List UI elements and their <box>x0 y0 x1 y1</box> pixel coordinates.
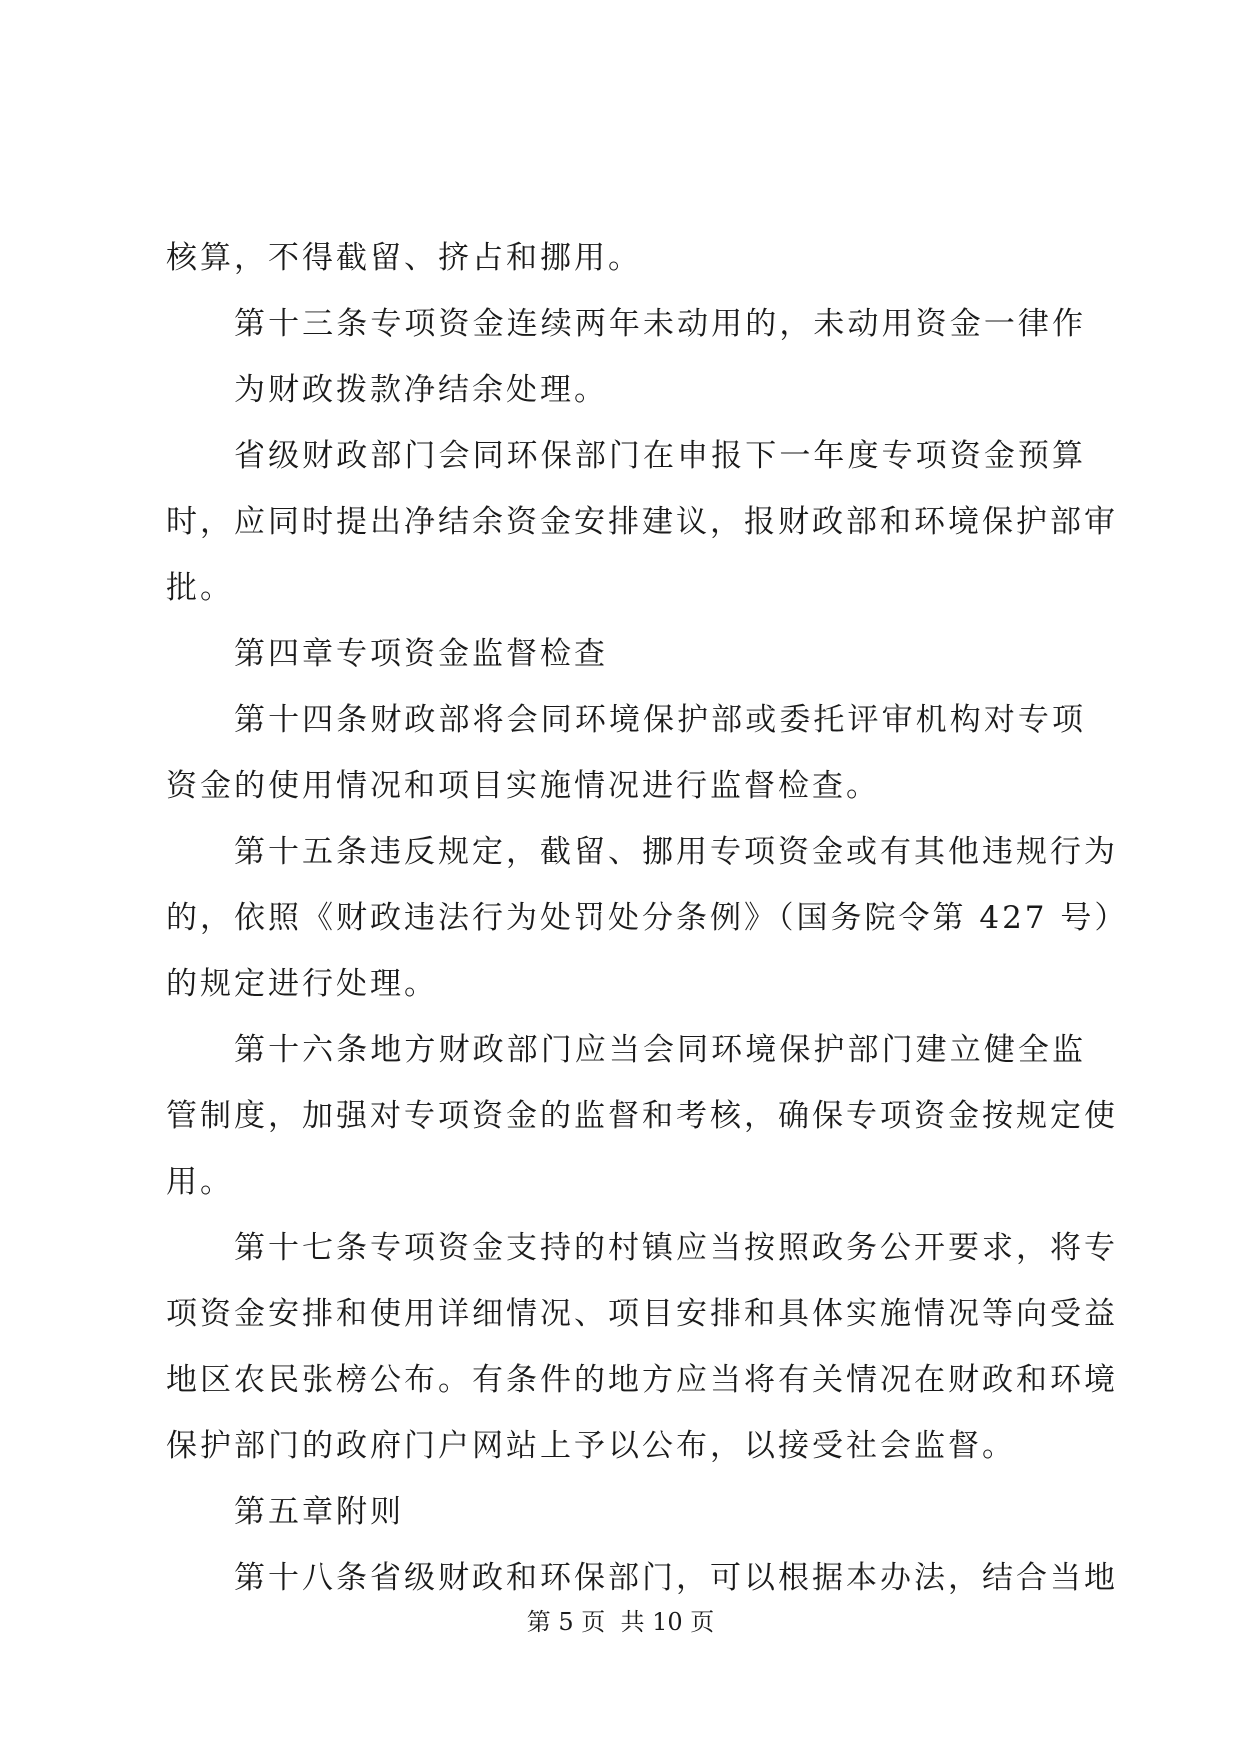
text-line: 第五章附则 <box>234 1494 404 1530</box>
text-line: 项资金安排和使用详细情况、项目安排和具体实施情况等向受益 <box>166 1296 1118 1332</box>
page-footer <box>0 1607 1241 1637</box>
text-line: 为财政拨款净结余处理。 <box>234 372 608 408</box>
text-line: 第十六条地方财政部门应当会同环境保护部门建立健全监 <box>234 1032 1086 1068</box>
text-line: 时，应同时提出净结余资金安排建议，报财政部和环境保护部审 <box>166 504 1118 540</box>
text-line: 批。 <box>166 570 234 606</box>
text-line: 管制度，加强对专项资金的监督和考核，确保专项资金按规定使 <box>166 1098 1118 1134</box>
text-line: 省级财政部门会同环保部门在申报下一年度专项资金预算 <box>234 438 1086 474</box>
text-line: 核算，不得截留、挤占和挪用。 <box>166 240 642 276</box>
text-line: 第十四条财政部将会同环境保护部或委托评审机构对专项 <box>234 702 1086 738</box>
page-number-label: 第 5 页 共 10 页 <box>526 1608 715 1636</box>
text-line: 第十五条违反规定，截留、挪用专项资金或有其他违规行为 <box>234 834 1118 870</box>
text-line: 保护部门的政府门户网站上予以公布，以接受社会监督。 <box>166 1428 1016 1464</box>
text-line: 地区农民张榜公布。有条件的地方应当将有关情况在财政和环境 <box>166 1362 1118 1398</box>
text-line: 第十八条省级财政和环保部门，可以根据本办法，结合当地 <box>234 1560 1118 1596</box>
text-line: 的规定进行处理。 <box>166 966 438 1002</box>
text-line: 用。 <box>166 1164 234 1200</box>
text-line: 的，依照《财政违法行为处罚处分条例》（国务院令第 427 号） <box>166 900 1129 936</box>
text-line: 第十七条专项资金支持的村镇应当按照政务公开要求，将专 <box>234 1230 1118 1266</box>
text-line: 资金的使用情况和项目实施情况进行监督检查。 <box>166 768 880 804</box>
document-body <box>166 225 1129 1611</box>
text-line: 第十三条专项资金连续两年未动用的，未动用资金一律作 <box>234 306 1086 342</box>
text-line: 第四章专项资金监督检查 <box>234 636 608 672</box>
